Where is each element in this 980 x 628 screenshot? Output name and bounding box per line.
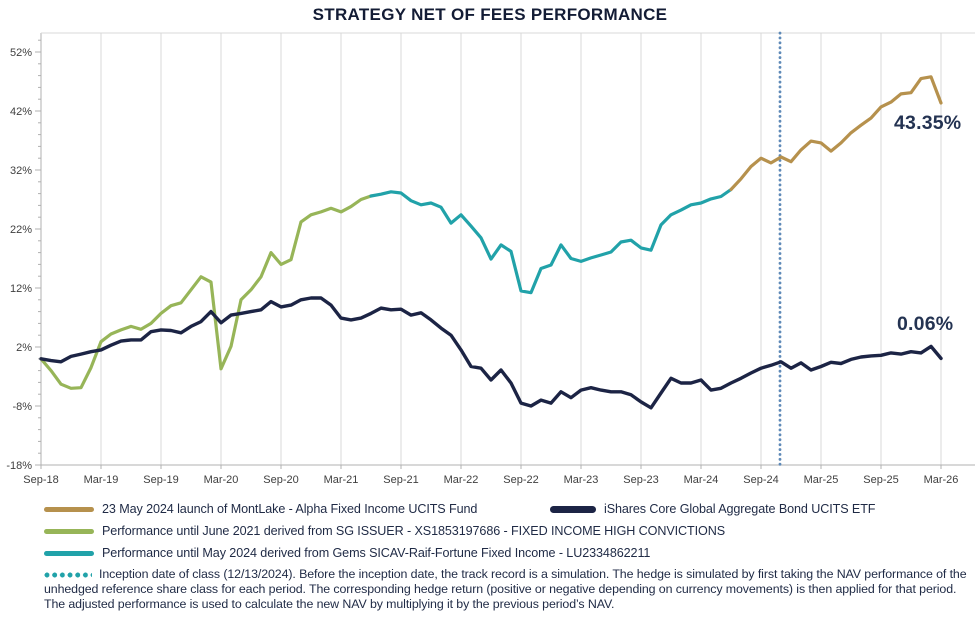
svg-text:Mar-21: Mar-21: [323, 474, 359, 486]
annotation-montlake-return: 43.35%: [894, 112, 962, 134]
annotation-ishares-return: 0.06%: [897, 313, 954, 335]
chart-title: STRATEGY NET OF FEES PERFORMANCE: [312, 5, 668, 24]
svg-text:Sep-20: Sep-20: [263, 474, 299, 486]
legend-row-3: [44, 542, 978, 564]
svg-text:Mar-25: Mar-25: [803, 474, 839, 486]
svg-text:2%: 2%: [16, 342, 32, 354]
svg-text:Mar-19: Mar-19: [83, 474, 119, 486]
svg-text:-18%: -18%: [6, 460, 32, 472]
svg-text:Sep-23: Sep-23: [623, 474, 659, 486]
sg-issuer-series-marker: [44, 529, 94, 534]
svg-text:Mar-26: Mar-26: [923, 474, 959, 486]
svg-text:42%: 42%: [9, 106, 32, 118]
legend-label-gems-sicav: Performance until May 2024 derived from Gems SICAV-Raif-Fortune Fixed Income - LU2334862211: [102, 546, 651, 560]
legend-item-ishares: [550, 498, 875, 520]
svg-text:52%: 52%: [9, 47, 32, 59]
inception-dotted-line-marker: [44, 572, 92, 578]
legend-row-2: [44, 520, 978, 542]
svg-text:Sep-19: Sep-19: [143, 474, 179, 486]
svg-text:-8%: -8%: [12, 401, 32, 413]
svg-text:Mar-24: Mar-24: [683, 474, 719, 486]
gems-sicav-series-marker: [44, 551, 94, 556]
svg-text:Sep-24: Sep-24: [743, 474, 779, 486]
svg-text:Mar-22: Mar-22: [443, 474, 479, 486]
inception-disclaimer-text: Inception date of class (12/13/2024). Before the inception date, the track record is a simulation. The hedge is simulated by first taking the NAV performance of the unhedged reference share class for each period. The corresponding hedge return (positive or negative depending on currency movements) is then applied for that period. The adjusted performance is used to calculate the new NAV by multiplying it by the previous period’s NAV.: [44, 567, 967, 612]
legend-row-1: [44, 498, 978, 520]
svg-text:12%: 12%: [9, 283, 32, 295]
montlake-series-marker: [44, 507, 94, 512]
svg-text:Sep-18: Sep-18: [23, 474, 59, 486]
legend-label-ishares: iShares Core Global Aggregate Bond UCITS ETF: [604, 502, 876, 516]
legend-label-sg-issuer: Performance until June 2021 derived from SG ISSUER - XS1853197686 - FIXED INCOME HIGH CONVICTIONS: [102, 524, 726, 538]
svg-text:32%: 32%: [9, 165, 32, 177]
svg-text:Mar-23: Mar-23: [563, 474, 599, 486]
legend: [44, 498, 978, 613]
legend-label-montlake: 23 May 2024 launch of MontLake - Alpha Fixed Income UCITS Fund: [102, 502, 478, 516]
svg-text:Sep-21: Sep-21: [383, 474, 419, 486]
svg-text:Mar-20: Mar-20: [203, 474, 239, 486]
inception-disclaimer: [44, 567, 978, 613]
ishares-series-marker: [550, 506, 596, 513]
svg-text:22%: 22%: [9, 224, 32, 236]
svg-text:Sep-22: Sep-22: [503, 474, 539, 486]
svg-text:Sep-25: Sep-25: [863, 474, 899, 486]
